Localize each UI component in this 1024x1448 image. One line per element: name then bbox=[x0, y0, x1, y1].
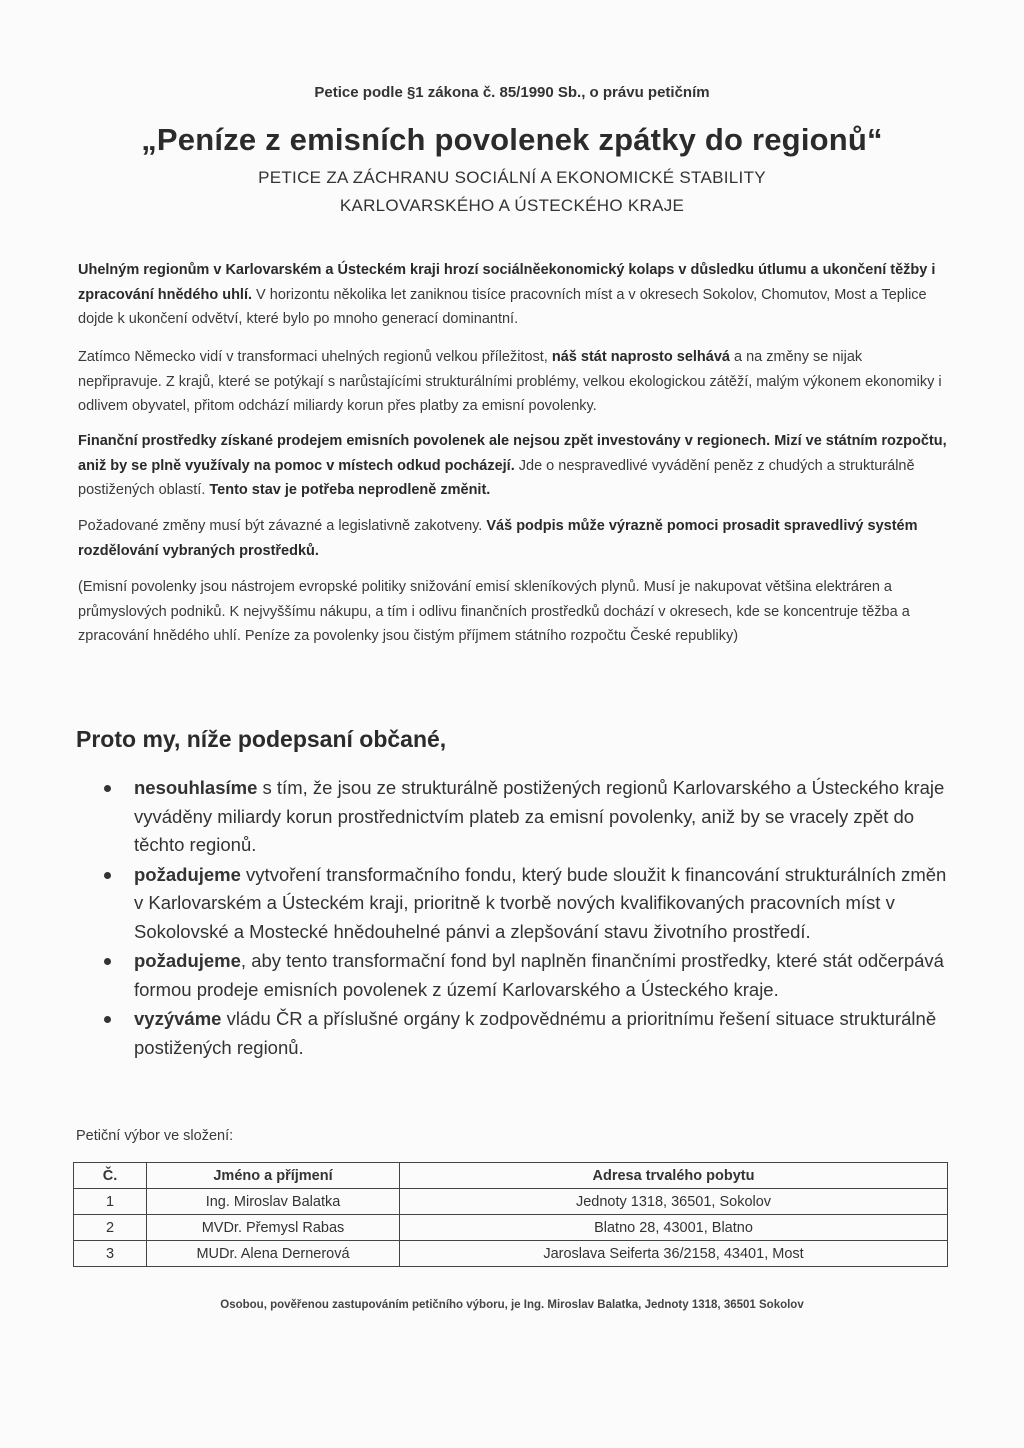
demand-text: , aby tento transformační fond byl naplněn finančními prostředky, které stát odčerpává formou prodeje emisních povolenek z území Karlovarského a Ústeckého kraje. bbox=[134, 950, 944, 1000]
demand-text: vládu ČR a příslušné orgány k zodpovědnému a prioritnímu řešení situace strukturálně postižených regionů. bbox=[134, 1008, 937, 1058]
germany-text-start: Zatímco Německo vidí v transformaci uhelných regionů velkou příležitost, bbox=[78, 349, 552, 365]
cell-number: 1 bbox=[74, 1189, 147, 1215]
list-item bbox=[76, 1005, 956, 1062]
column-header-name: Jméno a příjmení bbox=[147, 1163, 400, 1189]
bullet-icon bbox=[104, 1016, 111, 1023]
funds-text: Jde o nespravedlivé vyvádění peněz z chudých a strukturálně postižených oblastí. bbox=[78, 457, 915, 498]
changes-paragraph bbox=[78, 514, 948, 563]
petition-subtitle-line1: PETICE ZA ZÁCHRANU SOCIÁLNÍ A EKONOMICKÉ STABILITY bbox=[258, 168, 766, 187]
changes-bold-text: Váš podpis může výrazně pomoci prosadit spravedlivý systém rozdělování vybraných prostředků. bbox=[78, 518, 918, 559]
bullet-icon bbox=[104, 872, 111, 879]
bullet-icon bbox=[104, 785, 111, 792]
germany-paragraph bbox=[78, 345, 948, 419]
intro-bold-text: Uhelným regionům v Karlovarském a Ústeckém kraji hrozí sociálněekonomický kolaps v důsledku útlumu a ukončení těžby i zpracování hnědého uhlí. bbox=[78, 262, 936, 303]
cell-name: Ing. Miroslav Balatka bbox=[147, 1189, 400, 1215]
list-item bbox=[76, 947, 956, 1004]
law-reference: Petice podle §1 zákona č. 85/1990 Sb., o právu petičním bbox=[314, 84, 710, 101]
cell-address: Jaroslava Seiferta 36/2158, 43401, Most bbox=[400, 1241, 948, 1267]
funds-bold-text: Finanční prostředky získané prodejem emisních povolenek ale nejsou zpět investovány v regionech. Mizí ve státním rozpočtu, aniž by se plně využívaly na pomoc v místech odkud pocházejí. bbox=[78, 433, 947, 474]
demand-text: vytvoření transformačního fondu, který bude sloužit k financování strukturálních změn v Karlovarském a Ústeckém kraji, prioritně k tvorbě nových kvalifikovaných pracovních míst v Sokolovské a Mostecké hnědouhelné pánvi a zlepšování stavu životního prostředí. bbox=[134, 863, 947, 942]
table-row bbox=[74, 1241, 948, 1267]
germany-text-rest: a na změny se nijak nepřipravuje. Z krajů, které se potýkají s narůstajícími strukturálními problémy, velkou ekologickou zátěží, malým výkonem ekonomiky i odlivem obyvatel, přitom odchází miliardy korun přes platby za emisní povolenky. bbox=[78, 349, 942, 414]
table-header-row bbox=[74, 1163, 948, 1189]
demand-verb: vyzýváme bbox=[134, 1008, 222, 1029]
committee-label: Petiční výbor ve složení: bbox=[76, 1128, 234, 1144]
demands-list bbox=[76, 774, 956, 1063]
intro-paragraph bbox=[78, 258, 948, 332]
intro-text: V horizontu několika let zaniknou tisíce pracovních míst a v okresech Sokolov, Chomutov, Most a Teplice dojde k ukončení odvětví, které bylo po mnoho generací dominantní. bbox=[78, 286, 927, 327]
proto-heading: Proto my, níže podepsaní občané, bbox=[76, 726, 447, 752]
column-header-number: Č. bbox=[74, 1163, 147, 1189]
representative-note: Osobou, pověřenou zastupováním petičního výboru, je Ing. Miroslav Balatka, Jednoty 1318, 36501 Sokolov bbox=[220, 1299, 804, 1311]
list-item bbox=[76, 774, 956, 860]
demand-verb: požadujeme bbox=[134, 863, 241, 885]
table-row bbox=[74, 1215, 948, 1241]
table-row bbox=[74, 1189, 948, 1215]
page-title: „Peníze z emisních povolenek zpátky do regionů“ bbox=[141, 122, 883, 157]
petition-subtitle-line2: KARLOVARSKÉHO A ÚSTECKÉHO KRAJE bbox=[339, 196, 685, 215]
column-header-address: Adresa trvalého pobytu bbox=[400, 1163, 948, 1189]
list-item bbox=[76, 861, 956, 947]
demand-verb: nesouhlasíme bbox=[134, 777, 258, 798]
funds-bold-end: Tento stav je potřeba neprodleně změnit. bbox=[209, 482, 491, 498]
committee-table bbox=[73, 1162, 948, 1267]
cell-address: Jednoty 1318, 36501, Sokolov bbox=[400, 1189, 948, 1215]
demand-text: s tím, že jsou ze strukturálně postižených regionů Karlovarského a Ústeckého kraje vyváděny miliardy korun prostřednictvím plateb za emisní povolenky, aniž by se vracely zpět do těchto regionů. bbox=[134, 777, 945, 855]
demand-verb: požadujeme bbox=[134, 950, 241, 971]
changes-text: Požadované změny musí být závazné a legislativně zakotveny. bbox=[78, 518, 487, 534]
cell-number: 2 bbox=[74, 1215, 147, 1241]
germany-bold-text: náš stát naprosto selhává bbox=[551, 349, 730, 365]
cell-name: MVDr. Přemysl Rabas bbox=[147, 1215, 400, 1241]
cell-address: Blatno 28, 43001, Blatno bbox=[400, 1215, 948, 1241]
cell-name: MUDr. Alena Dernerová bbox=[147, 1241, 400, 1267]
bullet-icon bbox=[104, 958, 111, 965]
funds-paragraph bbox=[78, 429, 948, 503]
cell-number: 3 bbox=[74, 1241, 147, 1267]
explanation-paragraph: (Emisní povolenky jsou nástrojem evropské politiky snižování emisí skleníkových plynů. Musí je nakupovat většina elektráren a průmyslových podniků. K nejvyššímu nákupu, a tím i odlivu finančních prostředků dochází v okresech, kde se koncentruje těžba a zpracování hnědého uhlí. Peníze za povolenky jsou čistým příjmem státního rozpočtu České republiky) bbox=[78, 579, 910, 644]
